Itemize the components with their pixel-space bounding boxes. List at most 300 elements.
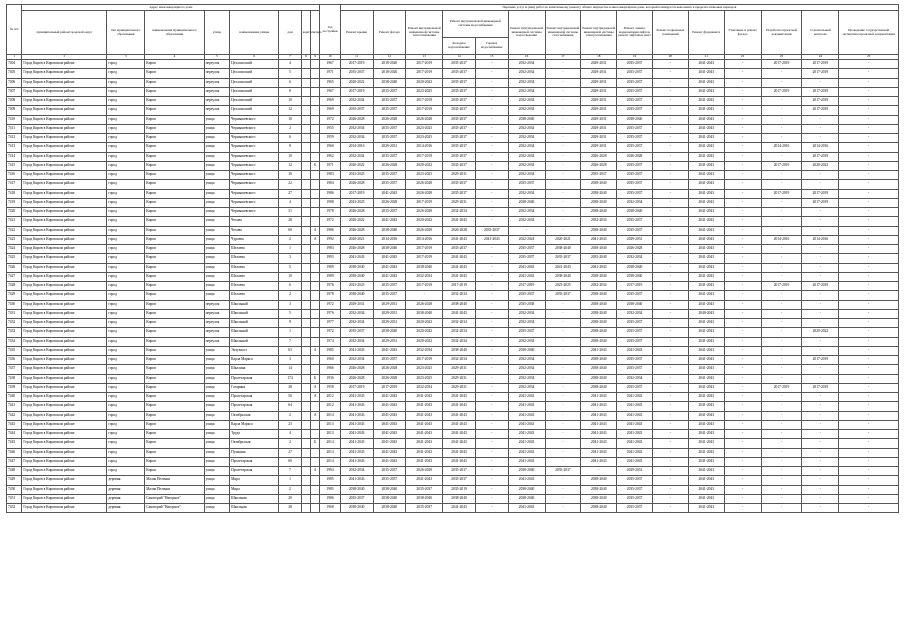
- cell-house: 16: [279, 171, 302, 180]
- cell-water-hot: -: [475, 134, 508, 143]
- cell-house: 6: [279, 282, 302, 291]
- cell-control: -: [802, 494, 839, 503]
- cell-facade: 2035-2037: [373, 356, 406, 365]
- col-header-heating: Ремонт внутридомовой инженерной системы теплоснабжения: [406, 11, 443, 55]
- cell-lift: 2035-2037: [617, 143, 653, 152]
- cell-sewer: 2041-2043: [508, 420, 545, 429]
- cell-basement: -: [652, 420, 688, 429]
- table-row: [7, 124, 899, 133]
- cell-basement: -: [652, 115, 688, 124]
- cell-street-type: улица: [204, 457, 230, 466]
- cell-settlement: Киров: [145, 420, 204, 429]
- cell-municipality: Город Киров в Кировском районе: [22, 346, 107, 355]
- cell-house: 23: [279, 420, 302, 429]
- cell-street: Гагарина: [230, 383, 279, 392]
- cell-expertise: -: [839, 356, 899, 365]
- cell-control: -: [802, 411, 839, 420]
- cell-basement: -: [652, 87, 688, 96]
- group-header-address: Адрес многоквартирного дома: [22, 5, 320, 11]
- cell-gas: -: [545, 504, 581, 513]
- cell-litera: [311, 356, 320, 365]
- cell-lift: 2035-2037: [617, 97, 653, 106]
- cell-lift: 2038-2040: [617, 300, 653, 309]
- cell-street: Чернышевского: [230, 161, 279, 170]
- cell-sewer: 2032-2034: [508, 356, 545, 365]
- cell-street-type: улица: [204, 374, 230, 383]
- col-header-facade: Ремонт фасада: [373, 11, 406, 55]
- cell-house: 60: [279, 457, 302, 466]
- cell-basement: -: [652, 69, 688, 78]
- cell-basement: -: [652, 309, 688, 318]
- cell-heating: 2014-2016: [406, 235, 443, 244]
- cell-lift: 2032-2034: [617, 254, 653, 263]
- cell-corpus: [301, 134, 310, 143]
- cell-row-number: 7431: [7, 309, 22, 318]
- cell-facade: 2041-2043: [373, 457, 406, 466]
- cell-settlement-type: город: [107, 263, 145, 272]
- cell-control: -: [802, 300, 839, 309]
- cell-year-built: 1988: [320, 198, 340, 207]
- cell-lift: 2029-2031: [617, 467, 653, 476]
- cell-row-number: 7415: [7, 161, 22, 170]
- cell-heating: 2017-2019: [406, 198, 443, 207]
- cell-heating: 2026-2028: [406, 300, 443, 309]
- cell-design: -: [761, 245, 802, 254]
- group-header-works: Перечень услуг и (или) работ по капитальному ремонту общего имущества в многоквартирном доме, который планируется выполнить в пределах плановых периодов: [340, 5, 898, 11]
- cell-settlement-type: город: [107, 374, 145, 383]
- cell-street-type: улица: [204, 254, 230, 263]
- cell-insulation: -: [724, 494, 761, 503]
- cell-basement: -: [652, 208, 688, 217]
- cell-settlement: Киров: [145, 97, 204, 106]
- cell-heating: 2026-2028: [406, 467, 443, 476]
- cell-heating: 2038-2040: [406, 309, 443, 318]
- table-row: [7, 457, 899, 466]
- cell-settlement-type: город: [107, 457, 145, 466]
- cell-electricity: 2038-2040: [581, 494, 617, 503]
- cell-litera: А: [311, 383, 320, 392]
- cell-litera: [311, 457, 320, 466]
- cell-electricity: 2038-2040: [581, 291, 617, 300]
- cell-gas: -: [545, 115, 581, 124]
- cell-municipality: Город Киров в Кировском районе: [22, 217, 107, 226]
- cell-basement: -: [652, 337, 688, 346]
- cell-street-type: переулок: [204, 319, 230, 328]
- col-header-street-type: улица: [204, 11, 230, 55]
- cell-lift: 2035-2037: [617, 60, 653, 69]
- cell-water-hot: -: [475, 504, 508, 513]
- cell-year-built: 1966: [320, 365, 340, 374]
- cell-row-number: 7406: [7, 78, 22, 87]
- cell-house: 27: [279, 189, 302, 198]
- cell-insulation: -: [724, 78, 761, 87]
- cell-house: 7: [279, 337, 302, 346]
- cell-water-cold: 2035-2037: [443, 115, 476, 124]
- cell-electricity: 2038-2040: [581, 476, 617, 485]
- cell-foundation: 2041-2043: [688, 78, 724, 87]
- cell-facade: 2041-2043: [373, 263, 406, 272]
- cell-house: 28: [279, 504, 302, 513]
- cell-roof: 2038-2040: [340, 263, 373, 272]
- cell-municipality: Город Киров в Кировском районе: [22, 60, 107, 69]
- cell-litera: А: [311, 393, 320, 402]
- cell-control: -: [802, 245, 839, 254]
- cell-electricity: 2029-2031: [581, 78, 617, 87]
- cell-year-built: 1984: [320, 180, 340, 189]
- cell-row-number: 7414: [7, 152, 22, 161]
- cell-facade: 2038-2040: [373, 328, 406, 337]
- cell-house: 5: [279, 69, 302, 78]
- cell-settlement: Киров: [145, 106, 204, 115]
- cell-roof: 2035-2037: [340, 328, 373, 337]
- cell-design: -: [761, 78, 802, 87]
- cell-roof: 2032-2034: [340, 356, 373, 365]
- cell-lift: 2035-2037: [617, 504, 653, 513]
- cell-settlement: Киров: [145, 78, 204, 87]
- cell-municipality: Город Киров в Кировском районе: [22, 411, 107, 420]
- cell-row-number: 7449: [7, 476, 22, 485]
- cell-settlement-type: деревня: [107, 494, 145, 503]
- cell-roof: 2041-2043: [340, 420, 373, 429]
- cell-expertise: -: [839, 69, 899, 78]
- cell-water-hot: -: [475, 346, 508, 355]
- cell-facade: 2038-2040: [373, 78, 406, 87]
- cell-street: Цехломоский: [230, 78, 279, 87]
- cell-design: -: [761, 337, 802, 346]
- cell-insulation: -: [724, 134, 761, 143]
- cell-control: -: [802, 263, 839, 272]
- cell-settlement: Киров: [145, 319, 204, 328]
- cell-litera: [311, 309, 320, 318]
- cell-row-number: 7405: [7, 69, 22, 78]
- col-header-municipality: муниципальный район/городской округ: [22, 11, 107, 55]
- table-row: [7, 476, 899, 485]
- cell-lift: 2035-2037: [617, 328, 653, 337]
- cell-water-cold: 2035-2037: [443, 69, 476, 78]
- cell-expertise: -: [839, 78, 899, 87]
- cell-basement: -: [652, 272, 688, 281]
- cell-insulation: -: [724, 291, 761, 300]
- cell-insulation: -: [724, 152, 761, 161]
- cell-litera: Б: [311, 374, 320, 383]
- cell-street-type: улица: [204, 208, 230, 217]
- cell-street-type: улица: [204, 402, 230, 411]
- cell-lift: 2041-2043: [617, 346, 653, 355]
- cell-year-built: 1985: [320, 476, 340, 485]
- cell-heating: 2026-2028: [406, 115, 443, 124]
- cell-row-number: 7419: [7, 198, 22, 207]
- col-header-house: дом: [279, 11, 302, 55]
- cell-basement: -: [652, 226, 688, 235]
- cell-expertise: -: [839, 328, 899, 337]
- cell-municipality: Город Киров в Кировском районе: [22, 319, 107, 328]
- cell-litera: [311, 124, 320, 133]
- cell-year-built: 1955: [320, 124, 340, 133]
- cell-corpus: [301, 346, 310, 355]
- cell-gas: -: [545, 439, 581, 448]
- cell-water-cold: 2035-2037: [443, 106, 476, 115]
- cell-insulation: -: [724, 272, 761, 281]
- cell-street: Чернышевского: [230, 152, 279, 161]
- cell-row-number: 7427: [7, 272, 22, 281]
- cell-row-number: 7412: [7, 134, 22, 143]
- cell-basement: -: [652, 106, 688, 115]
- cell-lift: 2038-2040: [617, 115, 653, 124]
- cell-water-hot: -: [475, 78, 508, 87]
- column-number-cell: 3: [107, 55, 145, 60]
- cell-foundation: 2041-2043: [688, 189, 724, 198]
- cell-settlement: Киров: [145, 152, 204, 161]
- cell-municipality: Город Киров в Кировском районе: [22, 291, 107, 300]
- cell-municipality: Город Киров в Кировском районе: [22, 180, 107, 189]
- cell-water-cold: 2035-2037: [443, 467, 476, 476]
- table-row: [7, 254, 899, 263]
- cell-facade: 2035-2037: [373, 180, 406, 189]
- cell-row-number: 7451: [7, 494, 22, 503]
- cell-heating: 2017-2019: [406, 60, 443, 69]
- cell-corpus: [301, 300, 310, 309]
- cell-water-hot: -: [475, 87, 508, 96]
- cell-expertise: -: [839, 282, 899, 291]
- cell-heating: 2020-2022: [406, 217, 443, 226]
- cell-sewer: 2038-2040: [508, 494, 545, 503]
- cell-corpus: [301, 319, 310, 328]
- cell-settlement: Киров: [145, 87, 204, 96]
- cell-design: -: [761, 504, 802, 513]
- cell-expertise: -: [839, 217, 899, 226]
- cell-basement: -: [652, 402, 688, 411]
- cell-row-number: 7429: [7, 291, 22, 300]
- cell-electricity: 2038-2040: [581, 226, 617, 235]
- cell-expertise: -: [839, 383, 899, 392]
- cell-litera: [311, 189, 320, 198]
- cell-street-type: переулок: [204, 97, 230, 106]
- cell-gas: -: [545, 78, 581, 87]
- cell-gas: -: [545, 87, 581, 96]
- cell-expertise: -: [839, 198, 899, 207]
- cell-foundation: 2041-2043: [688, 439, 724, 448]
- cell-basement: -: [652, 134, 688, 143]
- cell-water-cold: 2035-2037: [443, 87, 476, 96]
- cell-basement: -: [652, 300, 688, 309]
- cell-water-cold: 2026-2028: [443, 226, 476, 235]
- column-number-cell: 16: [508, 55, 545, 60]
- cell-design: -: [761, 309, 802, 318]
- cell-design: -: [761, 420, 802, 429]
- cell-sewer: 2035-2037: [508, 291, 545, 300]
- cell-insulation: -: [724, 235, 761, 244]
- cell-facade: 2018-2020: [373, 69, 406, 78]
- cell-street-type: улица: [204, 383, 230, 392]
- cell-water-cold: 2041-2043: [443, 457, 476, 466]
- cell-row-number: 7426: [7, 263, 22, 272]
- cell-sewer: 2041-2043: [508, 457, 545, 466]
- cell-insulation: -: [724, 365, 761, 374]
- cell-water-hot: -: [475, 485, 508, 494]
- cell-foundation: 2041-2043: [688, 374, 724, 383]
- cell-sewer: 2041-2043: [508, 263, 545, 272]
- cell-facade: 2035-2037: [373, 476, 406, 485]
- cell-settlement-type: город: [107, 180, 145, 189]
- cell-settlement: Киров: [145, 272, 204, 281]
- cell-gas: -: [545, 217, 581, 226]
- cell-heating: 2023-2025: [406, 124, 443, 133]
- cell-year-built: 1993: [320, 254, 340, 263]
- cell-settlement: Киров: [145, 263, 204, 272]
- cell-settlement: Киров: [145, 282, 204, 291]
- cell-insulation: -: [724, 420, 761, 429]
- cell-foundation: 2041-2043: [688, 161, 724, 170]
- cell-design: -: [761, 291, 802, 300]
- cell-year-built: 1986: [320, 189, 340, 198]
- cell-water-cold: 2035-2037: [443, 60, 476, 69]
- cell-year-built: 1985: [320, 485, 340, 494]
- cell-insulation: -: [724, 124, 761, 133]
- cell-electricity: 2029-2031: [581, 97, 617, 106]
- cell-expertise: -: [839, 263, 899, 272]
- cell-basement: -: [652, 430, 688, 439]
- cell-control: -: [802, 504, 839, 513]
- cell-gas: -: [545, 69, 581, 78]
- cell-year-built: 1972: [320, 300, 340, 309]
- cell-foundation: 2041-2043: [688, 448, 724, 457]
- cell-electricity: 2041-2043: [581, 263, 617, 272]
- cell-house: 4: [279, 60, 302, 69]
- cell-facade: 2041-2043: [373, 346, 406, 355]
- cell-litera: [311, 402, 320, 411]
- cell-sewer: 2032-2034: [508, 208, 545, 217]
- cell-municipality: Город Киров в Кировском районе: [22, 300, 107, 309]
- cell-water-hot: 2041-2043: [475, 235, 508, 244]
- cell-corpus: [301, 328, 310, 337]
- cell-settlement: Киров: [145, 356, 204, 365]
- cell-water-hot: -: [475, 263, 508, 272]
- cell-insulation: -: [724, 383, 761, 392]
- column-number-cell: 1: [7, 55, 22, 60]
- cell-row-number: 7418: [7, 189, 22, 198]
- cell-corpus: [301, 263, 310, 272]
- cell-control: 2017-2019: [802, 356, 839, 365]
- cell-settlement: Киров: [145, 60, 204, 69]
- cell-facade: 2041-2043: [373, 411, 406, 420]
- cell-settlement: Киров: [145, 300, 204, 309]
- cell-facade: 2035-2037: [373, 467, 406, 476]
- cell-lift: 2038-2040: [617, 263, 653, 272]
- cell-house: 3: [279, 254, 302, 263]
- cell-heating: 2023-2025: [406, 374, 443, 383]
- cell-street-type: улица: [204, 198, 230, 207]
- cell-sewer: 2041-2043: [508, 402, 545, 411]
- cell-insulation: -: [724, 504, 761, 513]
- cell-water-hot: -: [475, 494, 508, 503]
- cell-row-number: 7410: [7, 115, 22, 124]
- cell-insulation: -: [724, 263, 761, 272]
- cell-year-built: 2014: [320, 448, 340, 457]
- cell-control: 2014-2016: [802, 235, 839, 244]
- cell-basement: -: [652, 485, 688, 494]
- cell-municipality: Город Киров в Кировском районе: [22, 282, 107, 291]
- cell-heating: 2020-2022: [406, 337, 443, 346]
- cell-gas: -: [545, 356, 581, 365]
- col-header-litera: литера: [311, 11, 320, 55]
- cell-water-cold: 2041-2043: [443, 411, 476, 420]
- cell-street: Школьный: [230, 337, 279, 346]
- cell-water-cold: 2041-2043: [443, 420, 476, 429]
- table-row: [7, 309, 899, 318]
- cell-insulation: -: [724, 411, 761, 420]
- cell-control: -: [802, 309, 839, 318]
- cell-expertise: -: [839, 106, 899, 115]
- cell-year-built: 1983: [320, 245, 340, 254]
- col-header-sewer: Ремонт внутридомовой инженерной системы водоотведения: [508, 11, 545, 55]
- cell-insulation: -: [724, 402, 761, 411]
- cell-water-cold: 2035-2037: [443, 97, 476, 106]
- cell-roof: 2032-2034: [340, 124, 373, 133]
- cell-sewer: 2032-2034: [508, 171, 545, 180]
- cell-year-built: 1965: [320, 78, 340, 87]
- cell-settlement-type: город: [107, 291, 145, 300]
- cell-settlement: Киров: [145, 439, 204, 448]
- cell-settlement: Киров: [145, 69, 204, 78]
- cell-electricity: 2038-2040: [581, 485, 617, 494]
- cell-corpus: [301, 143, 310, 152]
- cell-corpus: [301, 504, 310, 513]
- cell-street-type: улица: [204, 217, 230, 226]
- table-body: [7, 55, 899, 513]
- cell-sewer: 2038-2040: [508, 115, 545, 124]
- cell-year-built: 2014: [320, 457, 340, 466]
- cell-year-built: 1969: [320, 97, 340, 106]
- cell-water-cold: 2041-2043: [443, 439, 476, 448]
- cell-foundation: 2041-2043: [688, 263, 724, 272]
- cell-year-built: 1992: [320, 235, 340, 244]
- cell-corpus: [301, 374, 310, 383]
- cell-design: -: [761, 272, 802, 281]
- cell-water-hot: -: [475, 393, 508, 402]
- cell-facade: 2038-2040: [373, 504, 406, 513]
- cell-foundation: 2041-2043: [688, 226, 724, 235]
- cell-facade: 2035-2037: [373, 208, 406, 217]
- cell-insulation: -: [724, 448, 761, 457]
- cell-street: Чернышевского: [230, 198, 279, 207]
- cell-sewer: 2041-2043: [508, 272, 545, 281]
- cell-lift: 2035-2037: [617, 78, 653, 87]
- cell-house: 174: [279, 374, 302, 383]
- cell-year-built: 2014: [320, 439, 340, 448]
- cell-municipality: Город Киров в Кировском районе: [22, 106, 107, 115]
- cell-settlement-type: город: [107, 272, 145, 281]
- cell-expertise: -: [839, 97, 899, 106]
- cell-street: Чернышевского: [230, 115, 279, 124]
- cell-insulation: -: [724, 393, 761, 402]
- cell-municipality: Город Киров в Кировском районе: [22, 124, 107, 133]
- cell-gas: -: [545, 374, 581, 383]
- cell-facade: 2035-2037: [373, 87, 406, 96]
- cell-expertise: -: [839, 134, 899, 143]
- cell-heating: 2041-2043: [406, 393, 443, 402]
- cell-street-type: переулок: [204, 106, 230, 115]
- cell-heating: 2041-2043: [406, 420, 443, 429]
- cell-street: Чернышевского: [230, 143, 279, 152]
- cell-control: -: [802, 393, 839, 402]
- cell-roof: 2035-2037: [340, 106, 373, 115]
- cell-corpus: [301, 87, 310, 96]
- col-header-corpus: корпус: [301, 11, 310, 55]
- cell-row-number: 7443: [7, 420, 22, 429]
- cell-facade: 2038-2040: [373, 485, 406, 494]
- cell-municipality: Город Киров в Кировском районе: [22, 356, 107, 365]
- cell-settlement-type: город: [107, 337, 145, 346]
